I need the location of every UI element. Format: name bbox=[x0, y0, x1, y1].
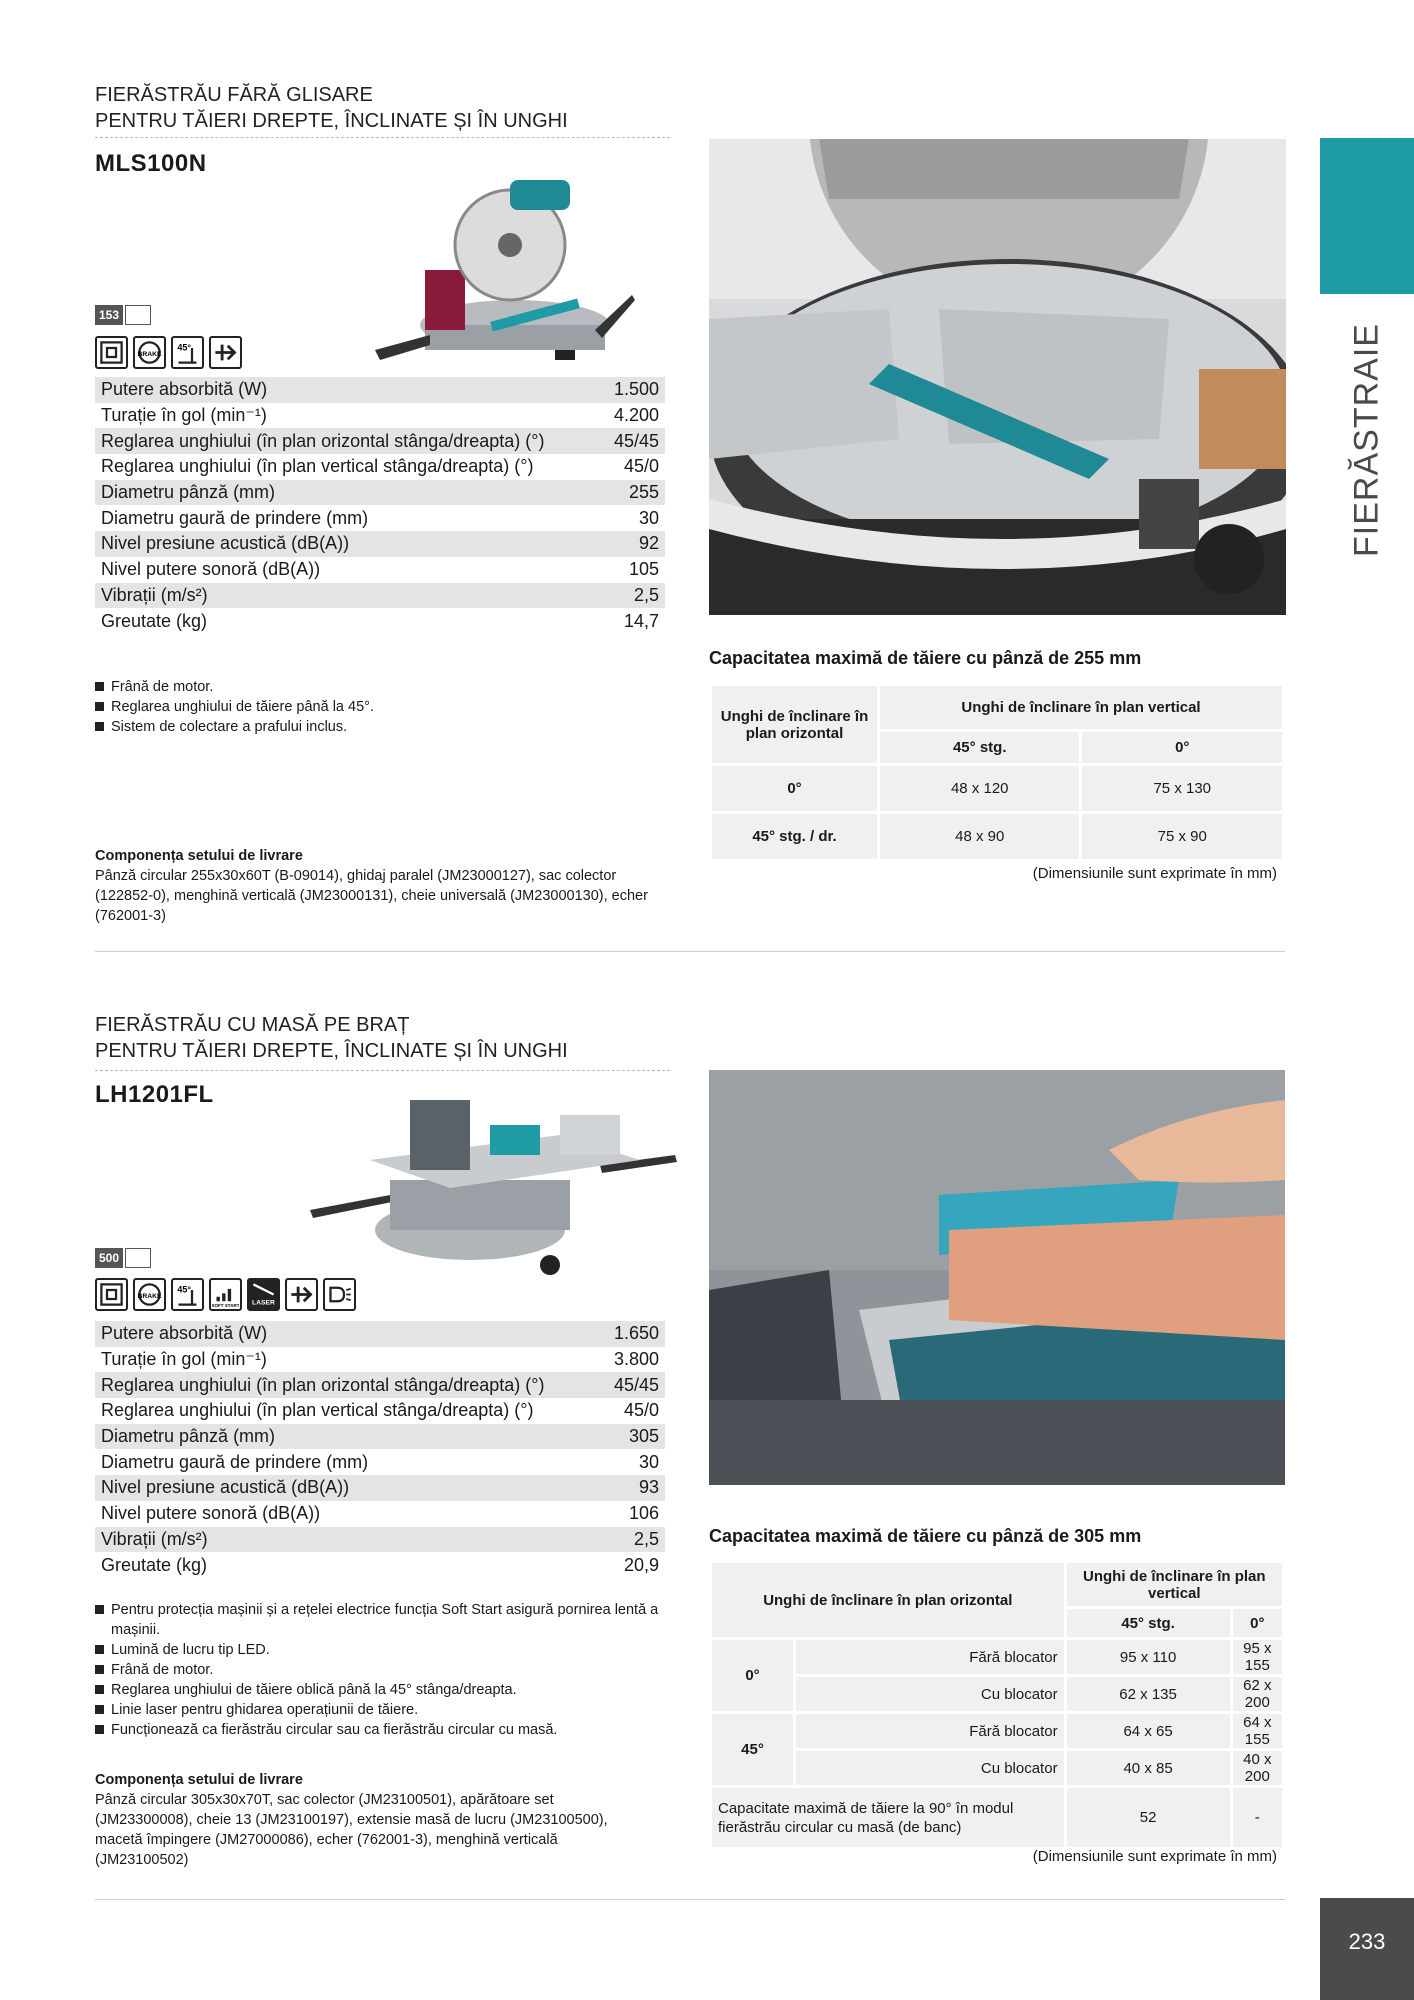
capacity-title: Capacitatea maximă de tăiere cu pânză de 305 mm bbox=[709, 1526, 1142, 1546]
brake-icon bbox=[133, 1278, 166, 1311]
product-code-badge: 153 bbox=[95, 305, 151, 325]
bevel-45-icon bbox=[171, 336, 204, 369]
feature-item: Reglarea unghiului de tăiere până la 45°. bbox=[95, 697, 675, 717]
spec-table bbox=[95, 377, 665, 634]
cell-value: 95 x 110 bbox=[1065, 1639, 1231, 1676]
spec-row bbox=[95, 480, 665, 506]
svg-text:BRAKE: BRAKE bbox=[137, 350, 162, 358]
feature-item: Linie laser pentru ghidarea operațiunii de tăiere. bbox=[95, 1700, 675, 1720]
spec-label: Diametru gaură de prindere (mm) bbox=[101, 1451, 369, 1472]
feature-item: Lumină de lucru tip LED. bbox=[95, 1640, 675, 1660]
spec-value: 30 bbox=[638, 507, 659, 528]
row-type: Cu blocator bbox=[795, 1676, 1066, 1713]
capacity-table bbox=[709, 1560, 1285, 1850]
spec-label: Reglarea unghiului (în plan orizontal stânga/dreapta) (°) bbox=[101, 1374, 545, 1395]
units-note: (Dimensiunile sunt exprimate în mm) bbox=[1032, 865, 1277, 882]
model-name: LH1201FL bbox=[95, 1081, 214, 1108]
spec-row bbox=[95, 1398, 665, 1424]
spec-row bbox=[95, 557, 665, 583]
product-photo-blade-table bbox=[709, 139, 1286, 615]
spec-value: 2,5 bbox=[633, 1528, 659, 1549]
svg-text:LASER: LASER bbox=[252, 1299, 275, 1307]
feature-list bbox=[95, 1600, 675, 1740]
dashed-divider bbox=[95, 137, 670, 138]
spec-row bbox=[95, 1501, 665, 1527]
spec-label: Turație în gol (min⁻¹) bbox=[101, 1349, 267, 1370]
feature-item: Pentru protecția mașinii și a rețelei electrice funcția Soft Start asigură pornirea lentă a mașinii. bbox=[95, 1600, 675, 1640]
feature-icons bbox=[95, 1278, 356, 1311]
v-angle-header: Unghi de înclinare în plan vertical bbox=[879, 685, 1284, 731]
feature-item: Sistem de colectare a prafului inclus. bbox=[95, 717, 675, 737]
svg-text:BRAKE: BRAKE bbox=[137, 1292, 162, 1300]
dust-extraction-icon bbox=[209, 336, 242, 369]
spec-value: 2,5 bbox=[633, 584, 659, 605]
spec-row bbox=[95, 531, 665, 557]
wave-icon bbox=[125, 1248, 151, 1268]
spec-row bbox=[95, 1321, 665, 1347]
spec-label: Nivel putere sonoră (dB(A)) bbox=[101, 1503, 321, 1524]
cell-value: 64 x 65 bbox=[1065, 1713, 1231, 1750]
spec-label: Diametru pânză (mm) bbox=[101, 482, 276, 503]
product-photo-table-saw-in-use bbox=[709, 1070, 1285, 1485]
product-image-table-saw bbox=[310, 1080, 680, 1280]
spec-label: Nivel presiune acustică (dB(A)) bbox=[101, 533, 350, 554]
row-type: Fără blocator bbox=[795, 1713, 1066, 1750]
spec-row bbox=[95, 1449, 665, 1475]
spec-label: Reglarea unghiului (în plan vertical stânga/dreapta) (°) bbox=[101, 456, 534, 477]
spec-value: 255 bbox=[628, 482, 659, 503]
feature-item: Frână de motor. bbox=[95, 677, 675, 697]
cell-value: 64 x 155 bbox=[1231, 1713, 1283, 1750]
section-divider bbox=[95, 951, 1285, 952]
spec-row bbox=[95, 377, 665, 403]
laser-icon bbox=[247, 1278, 280, 1311]
cell-value: 48 x 90 bbox=[879, 813, 1081, 861]
cell-value: 75 x 90 bbox=[1081, 813, 1284, 861]
category-title: FIERĂSTRĂU CU MASĂ PE BRAȚ PENTRU TĂIERI DREPTE, ÎNCLINATE ȘI ÎN UNGHI bbox=[95, 1014, 568, 1062]
cell-value: 62 x 200 bbox=[1231, 1676, 1283, 1713]
spec-label: Diametru gaură de prindere (mm) bbox=[101, 507, 369, 528]
cell-value: 62 x 135 bbox=[1065, 1676, 1231, 1713]
delivery-contents: Componența setului de livrare Pânză circular 305x30x70T, sac colector (JM23100501), apărătoare set (JM23300008), cheie 13 (JM23100197), extensie masă de lucru (JM23100500), macetă împingere (JM27000086), echer (762001-3), menghină verticală (JM23100502) bbox=[95, 1772, 608, 1868]
dust-extraction-icon bbox=[285, 1278, 318, 1311]
spec-value: 106 bbox=[628, 1503, 659, 1524]
row-angle: 45° stg. / dr. bbox=[711, 813, 879, 861]
spec-value: 4.200 bbox=[613, 405, 659, 426]
spec-row bbox=[95, 428, 665, 454]
spec-value: 105 bbox=[628, 559, 659, 580]
v45-header: 45° stg. bbox=[879, 731, 1081, 765]
spec-value: 45/45 bbox=[613, 430, 659, 451]
spec-row bbox=[95, 583, 665, 609]
cell-value: 75 x 130 bbox=[1081, 765, 1284, 813]
bevel-45-icon bbox=[171, 1278, 204, 1311]
spec-value: 3.800 bbox=[613, 1349, 659, 1370]
spec-value: 14,7 bbox=[623, 610, 659, 631]
row-type: Cu blocator bbox=[795, 1750, 1066, 1787]
double-insulation-icon bbox=[95, 1278, 128, 1311]
side-label: FIERĂSTRAIE bbox=[1347, 323, 1386, 557]
cell-value: 40 x 85 bbox=[1065, 1750, 1231, 1787]
row-angle: 0° bbox=[711, 765, 879, 813]
spec-value: 20,9 bbox=[623, 1554, 659, 1575]
spec-value: 45/45 bbox=[613, 1374, 659, 1395]
capacity-title: Capacitatea maximă de tăiere cu pânză de 255 mm bbox=[709, 648, 1142, 668]
svg-text:SOFT START: SOFT START bbox=[212, 1302, 239, 1308]
model-name: MLS100N bbox=[95, 150, 207, 177]
spec-value: 45/0 bbox=[623, 1400, 659, 1421]
spec-label: Putere absorbită (W) bbox=[101, 1323, 268, 1344]
spec-row bbox=[95, 1372, 665, 1398]
wave-icon bbox=[125, 305, 151, 325]
units-note: (Dimensiunile sunt exprimate în mm) bbox=[1032, 1848, 1277, 1865]
spec-label: Turație în gol (min⁻¹) bbox=[101, 405, 267, 426]
spec-label: Diametru pânză (mm) bbox=[101, 1426, 276, 1447]
feature-list bbox=[95, 677, 675, 737]
spec-label: Vibrații (m/s²) bbox=[101, 1528, 208, 1549]
product-image-miter-saw bbox=[370, 160, 640, 375]
category-title: FIERĂSTRĂU FĂRĂ GLISARE PENTRU TĂIERI DREPTE, ÎNCLINATE ȘI ÎN UNGHI bbox=[95, 84, 568, 132]
spec-label: Vibrații (m/s²) bbox=[101, 584, 208, 605]
h-angle-header: Unghi de înclinare în plan orizontal bbox=[711, 685, 879, 765]
brake-icon bbox=[133, 336, 166, 369]
spec-row bbox=[95, 1527, 665, 1553]
spec-row bbox=[95, 454, 665, 480]
row-angle: 45° bbox=[711, 1713, 795, 1787]
spec-value: 93 bbox=[638, 1477, 659, 1498]
spec-row bbox=[95, 1552, 665, 1578]
cell-value: 52 bbox=[1065, 1787, 1231, 1849]
spec-label: Nivel putere sonoră (dB(A)) bbox=[101, 559, 321, 580]
spec-label: Greutate (kg) bbox=[101, 610, 208, 631]
delivery-contents: Componența setului de livrare Pânză circular 255x30x60T (B-09014), ghidaj paralel (JM23000127), sac colector (122852-0), menghină verticală (JM23000131), cheie universală (JM23000130), echer (762001-3) bbox=[95, 848, 648, 924]
dashed-divider bbox=[95, 1070, 670, 1071]
page-number: 233 bbox=[1320, 1898, 1414, 2000]
spec-row bbox=[95, 608, 665, 634]
spec-row bbox=[95, 1424, 665, 1450]
led-light-icon bbox=[323, 1278, 356, 1311]
spec-row bbox=[95, 1475, 665, 1501]
cell-value: 48 x 120 bbox=[879, 765, 1081, 813]
v0-header: 0° bbox=[1081, 731, 1284, 765]
product-code-badge: 500 bbox=[95, 1248, 151, 1268]
cell-value: 95 x 155 bbox=[1231, 1639, 1283, 1676]
feature-item: Frână de motor. bbox=[95, 1660, 675, 1680]
spec-label: Nivel presiune acustică (dB(A)) bbox=[101, 1477, 350, 1498]
feature-item: Reglarea unghiului de tăiere oblică până la 45° stânga/dreapta. bbox=[95, 1680, 675, 1700]
svg-text:45°: 45° bbox=[177, 342, 191, 353]
spec-value: 305 bbox=[628, 1426, 659, 1447]
capacity-table bbox=[709, 683, 1285, 862]
double-insulation-icon bbox=[95, 336, 128, 369]
spec-label: Putere absorbită (W) bbox=[101, 379, 268, 400]
v-angle-header: Unghi de înclinare în plan vertical bbox=[1065, 1562, 1283, 1608]
spec-value: 1.500 bbox=[613, 379, 659, 400]
spec-row bbox=[95, 505, 665, 531]
v45-header: 45° stg. bbox=[1065, 1608, 1231, 1639]
cell-value: - bbox=[1231, 1787, 1283, 1849]
spec-value: 30 bbox=[638, 1451, 659, 1472]
spec-label: Greutate (kg) bbox=[101, 1554, 208, 1575]
spec-value: 1.650 bbox=[613, 1323, 659, 1344]
spec-table bbox=[95, 1321, 665, 1578]
v0-header: 0° bbox=[1231, 1608, 1283, 1639]
row-type: Fără blocator bbox=[795, 1639, 1066, 1676]
svg-text:45°: 45° bbox=[177, 1284, 191, 1295]
feature-icons bbox=[95, 336, 242, 369]
section-divider bbox=[95, 1899, 1285, 1900]
h-angle-header: Unghi de înclinare în plan orizontal bbox=[711, 1562, 1066, 1639]
spec-label: Reglarea unghiului (în plan vertical stânga/dreapta) (°) bbox=[101, 1400, 534, 1421]
row-angle: 0° bbox=[711, 1639, 795, 1713]
spec-row bbox=[95, 403, 665, 429]
spec-value: 45/0 bbox=[623, 456, 659, 477]
bench-mode-label: Capacitate maximă de tăiere la 90° în modul fierăstrău circular cu masă (de banc) bbox=[711, 1787, 1066, 1849]
soft-start-icon bbox=[209, 1278, 242, 1311]
feature-item: Funcționează ca fierăstrău circular sau ca fierăstrău circular cu masă. bbox=[95, 1720, 675, 1740]
spec-row bbox=[95, 1347, 665, 1373]
cell-value: 40 x 200 bbox=[1231, 1750, 1283, 1787]
spec-label: Reglarea unghiului (în plan orizontal stânga/dreapta) (°) bbox=[101, 430, 545, 451]
spec-value: 92 bbox=[638, 533, 659, 554]
section-color-tab bbox=[1320, 138, 1414, 294]
